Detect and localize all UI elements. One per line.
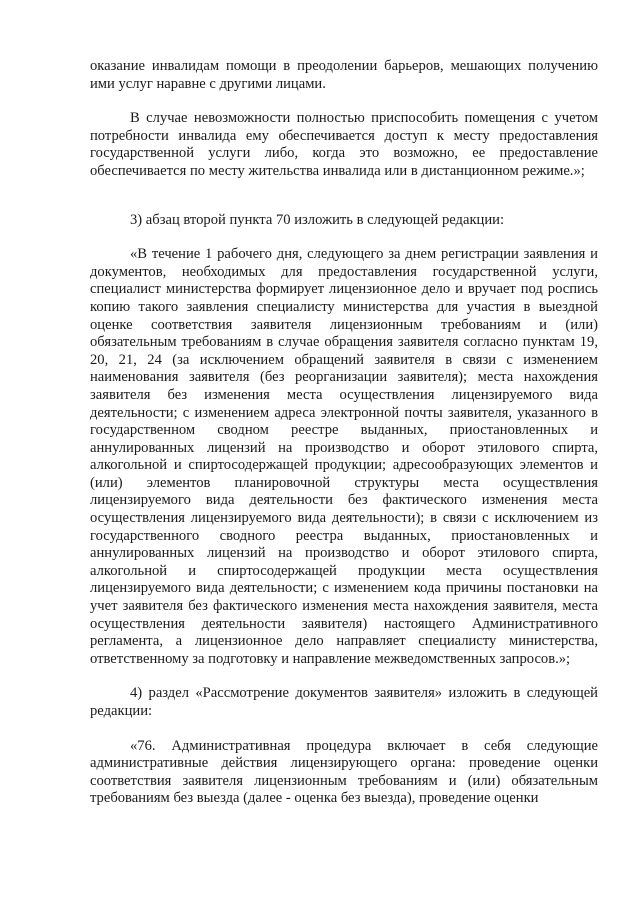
paragraph-item-4: 4) раздел «Рассмотрение документов заявителя» изложить в следующей редакции: <box>90 685 598 719</box>
paragraph-item-76-text: «76. Административная процедура включает в себя следующие административные действия лицензирующего органа: проведение оценки соответствия заявителя лицензионным требованиям и (или) обязательным требованиям без выезда (далее - оценка без выезда), проведение оценки <box>90 737 598 807</box>
paragraph-item-70-text: «В течение 1 рабочего дня, следующего за днем регистрации заявления и документов, необходимых для предоставления государственной услуги, специалист министерства формирует лицензионное дело и вручает под роспись копию такого заявления специалисту министерства для участия в выездной оценке соответствия заявителя лицензионным требованиям и (или) обязательным требованиям в случае обращения заявителя согласно пунктам 19, 20, 21, 24 (за исключением обращений заявителя в связи с изменением наименования заявителя (без реорганизации заявителя); места нахождения заявителя без изменения места осуществления лицензируемого вида деятельности; с изменением адреса электронной почты заявителя, указанного в государственном сводном реестре выданных, приостановленных и аннулированных лицензий на производство и оборот этилового спирта, алкогольной и спиртосодержащей продукции; адресообразующих элементов и (или) элементов планировочной структуры места осуществления лицензируемого вида деятельности без фактического изменения места осуществления лицензируемого вида деятельности); в связи с исключением из государственного сводного реестра выданных, приостановленных и аннулированных лицензий на производство и оборот этилового спирта, алкогольной и спиртосодержащей продукции места осуществления лицензируемого вида деятельности; с изменением кода причины постановки на учет заявителя без фактического изменения места нахождения заявителя, места осуществления деятельности заявителя) настоящего Административного регламента, а лицензионное дело направляет специалисту министерства, ответственному за подготовку и направление межведомственных запросов.»; <box>90 246 598 667</box>
paragraph-premises-adaptation: В случае невозможности полностью приспособить помещения с учетом потребности инвалида ему обеспечивается доступ к месту предоставления государственной услуги либо, когда это возможно, ее предоставление обеспечивается по месту жительства инвалида или в дистанционном режиме.»; <box>90 110 598 179</box>
paragraph-accessibility-end: оказание инвалидам помощи в преодолении барьеров, мешающих получению ими услуг наравне с другими лицами. <box>90 58 598 92</box>
paragraph-item-3: 3) абзац второй пункта 70 изложить в следующей редакции: <box>130 211 505 228</box>
document-body <box>90 58 598 808</box>
